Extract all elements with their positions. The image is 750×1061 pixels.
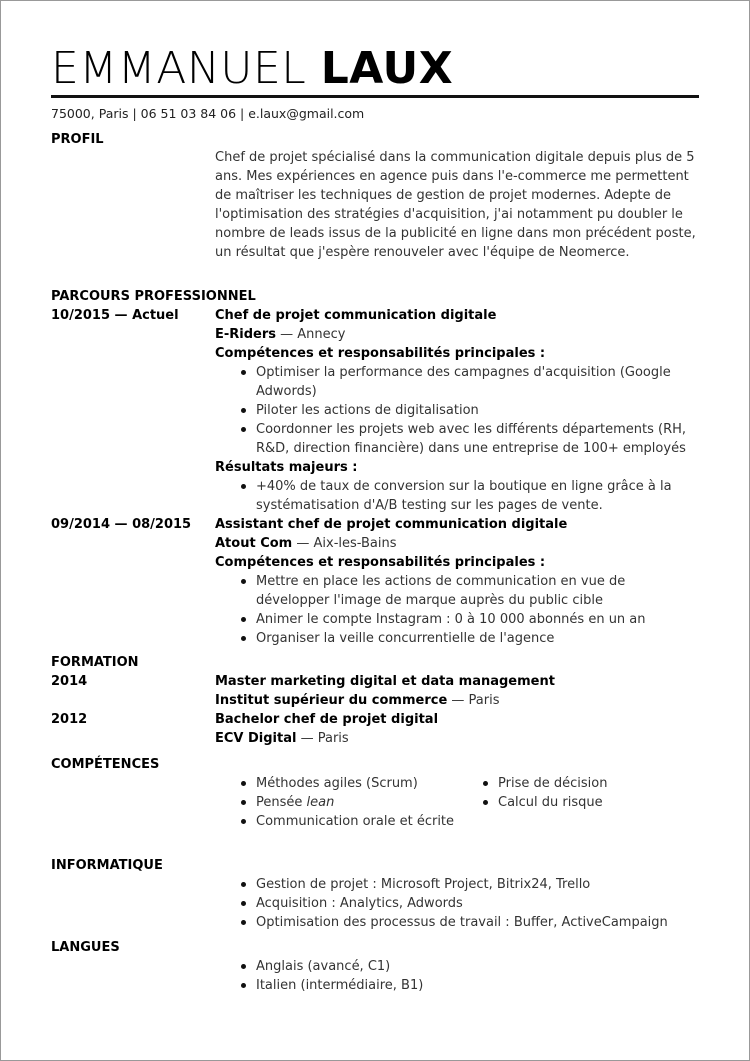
section-title-langues: LANGUES (51, 940, 120, 955)
candidate-name (51, 41, 453, 97)
list-item: Optimiser la performance des campagnes d'acquisition (Google Adwords) (241, 363, 701, 401)
job-entry (51, 515, 701, 648)
competences-section (51, 774, 701, 831)
job-title: Chef de projet communication digitale (215, 308, 497, 323)
location: — Paris (296, 731, 349, 746)
first-name: EMMANUEL (51, 43, 307, 94)
formation-year: 2012 (51, 712, 88, 727)
location: — Annecy (276, 327, 346, 342)
informatique-section (51, 875, 701, 932)
profil-text: Chef de projet spécialisé dans la communication digitale depuis plus de 5 ans. Mes expériences en agence puis dans l'e-commerce me permettent de maîtriser les techniques de gestion de projet modernes. Adepte de l'optimisation des stratégies d'acquisition, j'ai notamment pu doubler le nombre de leads issus de la publicité en ligne dans mon précédent poste, un résultat que j'espère renouveler avec l'équipe de Neomerce. (215, 150, 696, 260)
section-title-profil: PROFIL (51, 132, 104, 147)
formation-year: 2014 (51, 674, 88, 689)
list-item: Animer le compte Instagram : 0 à 10 000 abonnés en un an (241, 610, 701, 629)
list-item: Calcul du risque (483, 793, 607, 812)
job-entry (51, 306, 701, 515)
skill-italic: lean (306, 795, 335, 810)
resp-label: Compétences et responsabilités principales : (215, 555, 546, 570)
header-divider (51, 95, 699, 98)
list-item: Gestion de projet : Microsoft Project, Bitrix24, Trello (241, 875, 701, 894)
job-dates: 09/2014 — 08/2015 (51, 517, 192, 532)
company: E-Riders (215, 327, 277, 342)
section-title-formation: FORMATION (51, 655, 139, 670)
job-title: Assistant chef de projet communication digitale (215, 517, 568, 532)
list-item (241, 793, 483, 812)
list-item: Méthodes agiles (Scrum) (241, 774, 483, 793)
school: ECV Digital (215, 731, 297, 746)
list-item: Piloter les actions de digitalisation (241, 401, 701, 420)
list-item: Italien (intermédiaire, B1) (241, 976, 701, 995)
list-item: Mettre en place les actions de communication en vue de développer l'image de marque auprès du public cible (241, 572, 701, 610)
list-item: +40% de taux de conversion sur la boutique en ligne grâce à la systématisation d'A/B testing sur les pages de vente. (241, 477, 701, 515)
results-label: Résultats majeurs : (215, 460, 358, 475)
formation-entry (51, 672, 701, 710)
skill-text: Pensée (256, 795, 307, 810)
list-item: Coordonner les projets web avec les différents départements (RH, R&D, direction financière) dans une entreprise de 100+ employés (241, 420, 701, 458)
location: — Aix-les-Bains (292, 536, 397, 551)
location: — Paris (447, 693, 500, 708)
formation-entry (51, 710, 701, 748)
section-title-informatique: INFORMATIQUE (51, 858, 163, 873)
parcours-section (51, 306, 701, 648)
list-item: Organiser la veille concurrentielle de l'agence (241, 629, 701, 648)
last-name: LAUX (320, 43, 454, 94)
profil-section (51, 148, 701, 262)
contact-info: 75000, Paris | 06 51 03 84 06 | e.laux@gmail.com (51, 106, 365, 121)
school: Institut supérieur du commerce (215, 693, 448, 708)
job-dates: 10/2015 — Actuel (51, 308, 179, 323)
list-item: Prise de décision (483, 774, 607, 793)
company: Atout Com (215, 536, 293, 551)
list-item: Optimisation des processus de travail : Buffer, ActiveCampaign (241, 913, 701, 932)
degree: Master marketing digital et data management (215, 674, 555, 689)
section-title-competences: COMPÉTENCES (51, 757, 160, 772)
section-title-parcours: PARCOURS PROFESSIONNEL (51, 289, 256, 304)
degree: Bachelor chef de projet digital (215, 712, 439, 727)
langues-section (51, 957, 701, 995)
list-item: Communication orale et écrite (241, 812, 483, 831)
formation-section (51, 672, 701, 748)
resp-label: Compétences et responsabilités principales : (215, 346, 546, 361)
list-item: Anglais (avancé, C1) (241, 957, 701, 976)
list-item: Acquisition : Analytics, Adwords (241, 894, 701, 913)
